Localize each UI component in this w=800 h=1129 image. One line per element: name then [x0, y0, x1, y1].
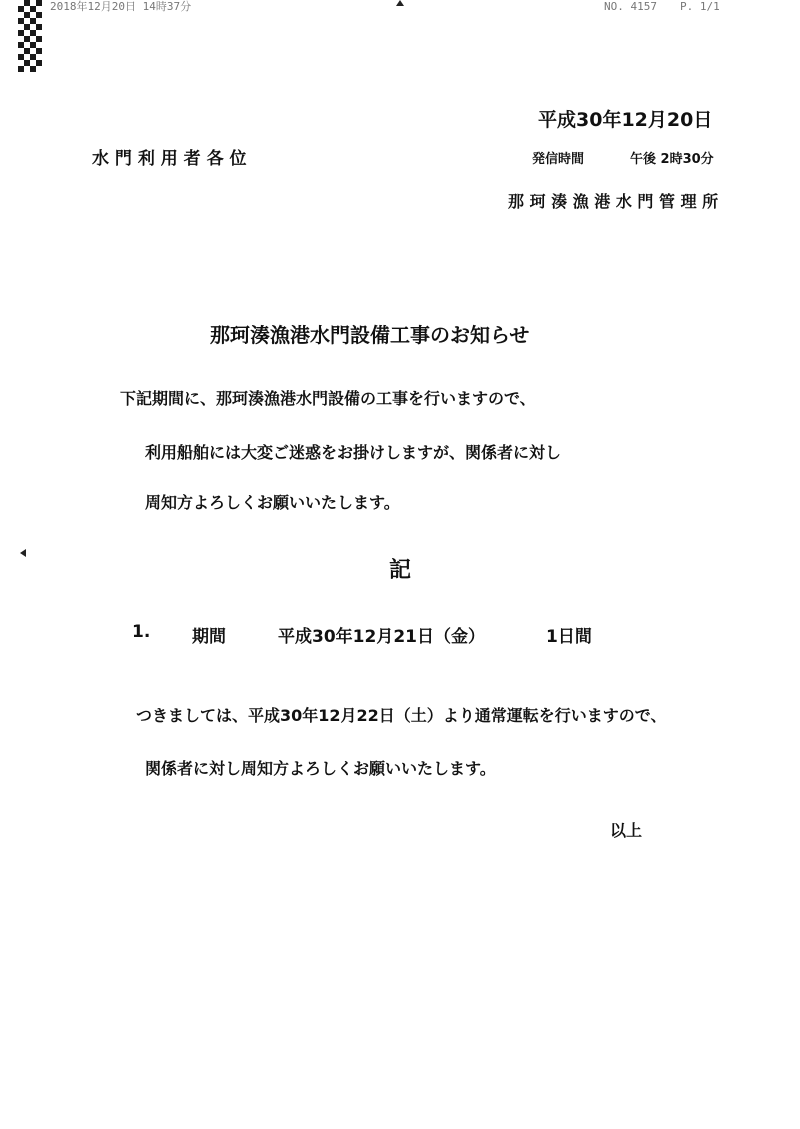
fax-header-page: P. 1/1: [680, 0, 720, 13]
fax-header-datetime: 2018年12月20日 14時37分: [50, 0, 192, 13]
item-label: 期間: [192, 627, 226, 647]
fax-checker-mark: [18, 0, 42, 72]
followup-line-1: つきましては、平成30年12月22日（土）より通常運転を行いますので、: [136, 706, 667, 725]
followup-line-2: 関係者に対し周知方よろしくお願いいたします。: [145, 759, 496, 778]
sender-name: 那 珂 湊 漁 港 水 門 管 理 所: [508, 192, 719, 211]
notice-title: 那珂湊漁港水門設備工事のお知らせ: [210, 323, 530, 347]
ki-heading: 記: [389, 558, 412, 583]
registration-mark-left: [20, 549, 26, 557]
item-value: 平成30年12月21日（金）: [278, 627, 485, 647]
item-number: 1.: [132, 622, 151, 642]
registration-mark-top: [396, 0, 404, 6]
intro-line-2: 利用船舶には大変ご迷惑をお掛けしますが、関係者に対し: [145, 443, 562, 462]
recipient: 水 門 利 用 者 各 位: [92, 149, 247, 169]
fax-header-number: NO. 4157: [604, 0, 657, 13]
closing: 以上: [610, 821, 643, 840]
intro-line-3: 周知方よろしくお願いいたします。: [145, 493, 400, 512]
letter-date: 平成30年12月20日: [538, 109, 713, 131]
send-time-value: 午後 2時30分: [630, 152, 714, 167]
item-duration: 1日間: [546, 627, 592, 647]
intro-line-1: 下記期間に、那珂湊漁港水門設備の工事を行いますので、: [120, 389, 536, 408]
send-time-label: 発信時間: [532, 152, 585, 167]
